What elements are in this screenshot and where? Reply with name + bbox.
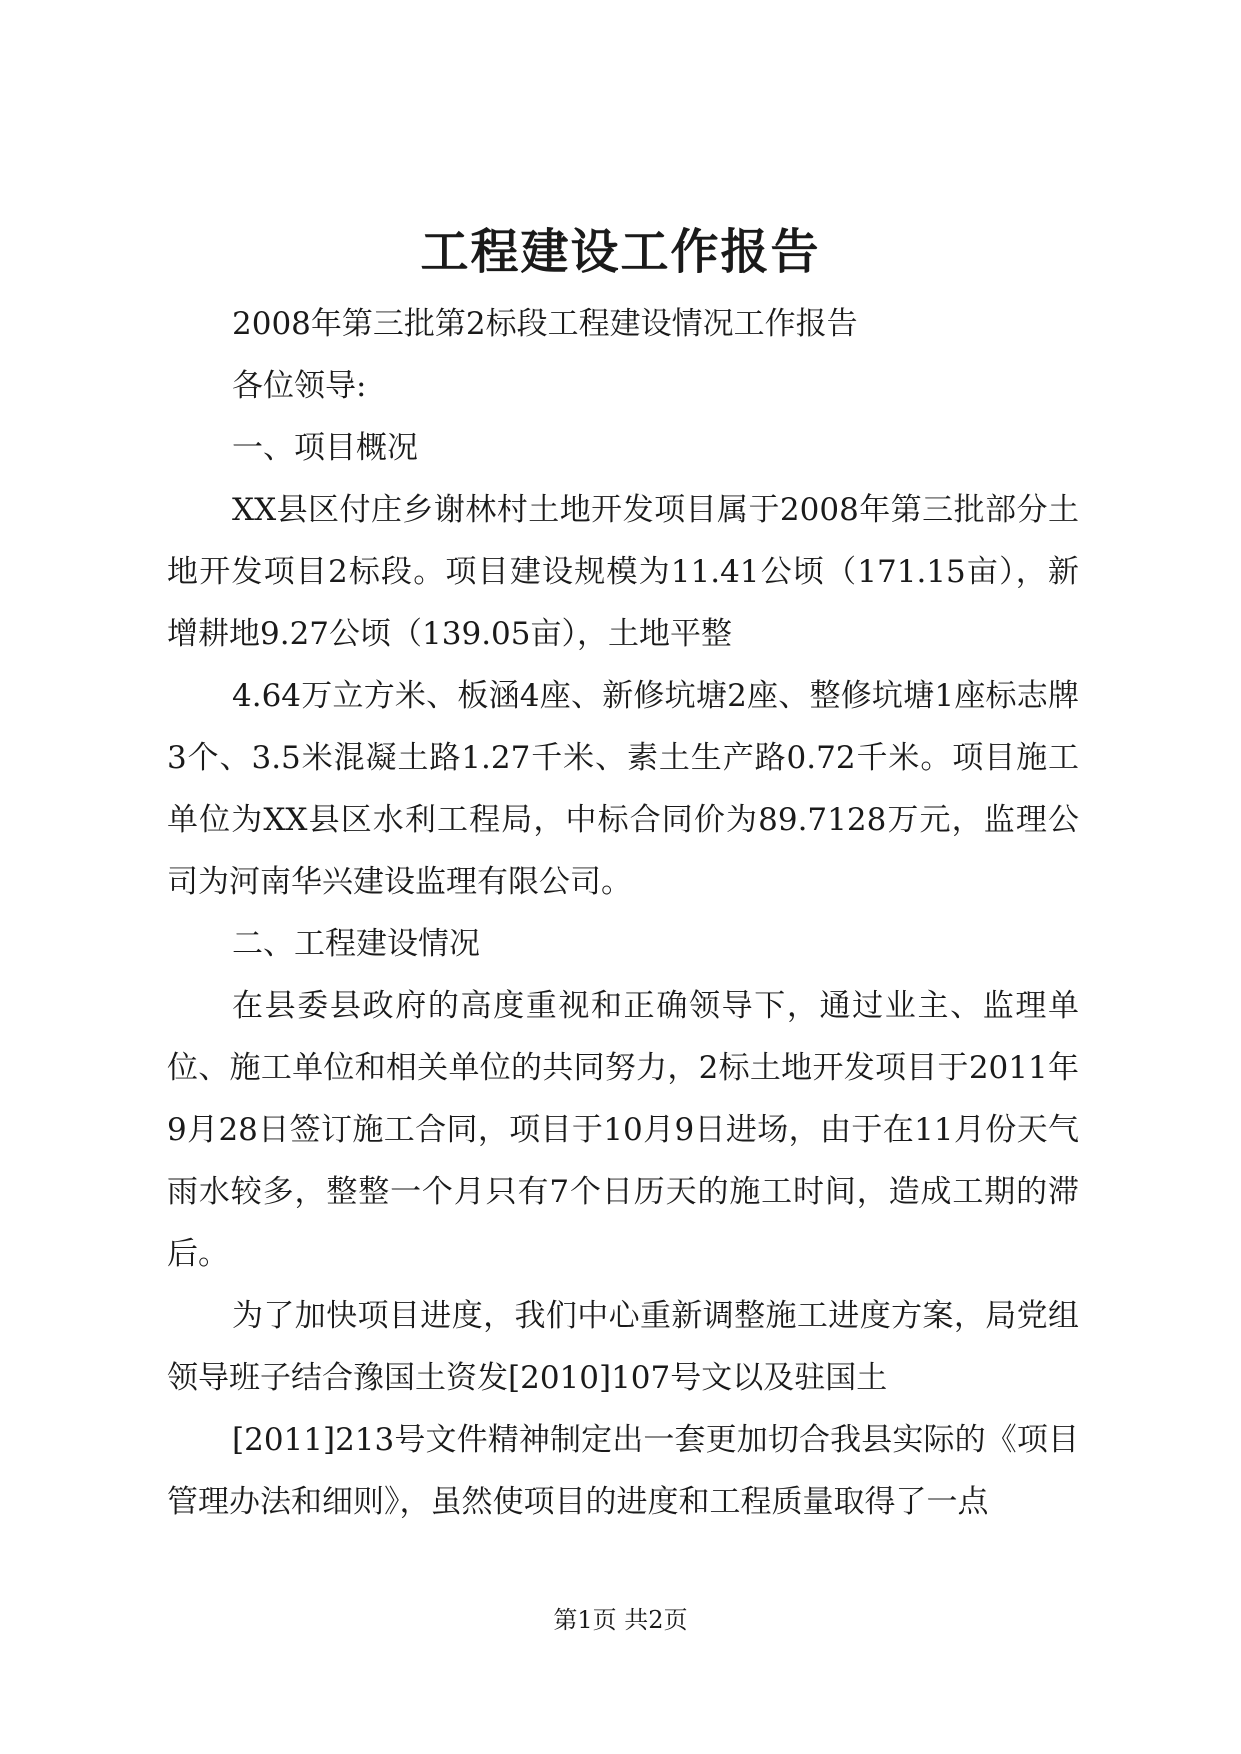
section-heading-project-overview: 一、项目概况: [232, 430, 418, 466]
paragraph-project-works: 4.64万立方米、板涵4座、新修坑塘2座、整修坑塘1座标志牌3个、3.5米混凝土路1.27千米、素土生产路0.72千米。项目施工单位为XX县区水利工程局，中标合同价为89.7128万元，监理公司为河南华兴建设监理有限公司。: [167, 678, 1079, 900]
page-footer: 第1页 共2页: [553, 1606, 688, 1634]
document-body: [167, 293, 1079, 1533]
paragraph-project-scale: XX县区付庄乡谢林村土地开发项目属于2008年第三批部分土地开发项目2标段。项目建设规模为11.41公顷（171.15亩），新增耕地9.27公顷（139.05亩），土地平整: [167, 492, 1079, 652]
document-title: 工程建设工作报告: [420, 224, 821, 280]
salutation: 各位领导:: [232, 368, 367, 404]
paragraph-schedule-adjustment: 为了加快项目进度，我们中心重新调整施工进度方案，局党组领导班子结合豫国土资发[2010]107号文以及驻国土: [167, 1298, 1079, 1396]
section-heading-construction: 二、工程建设情况: [232, 926, 480, 962]
paragraph-construction-progress: 在县委县政府的高度重视和正确领导下，通过业主、监理单位、施工单位和相关单位的共同努力，2标土地开发项目于2011年9月28日签订施工合同，项目于10月9日进场，由于在11月份天气雨水较多，整整一个月只有7个日历天的施工时间，造成工期的滞后。: [167, 988, 1079, 1272]
paragraph-management-rules: [2011]213号文件精神制定出一套更加切合我县实际的《项目管理办法和细则》，虽然使项目的进度和工程质量取得了一点: [167, 1422, 1079, 1520]
report-subtitle: 2008年第三批第2标段工程建设情况工作报告: [232, 306, 858, 342]
